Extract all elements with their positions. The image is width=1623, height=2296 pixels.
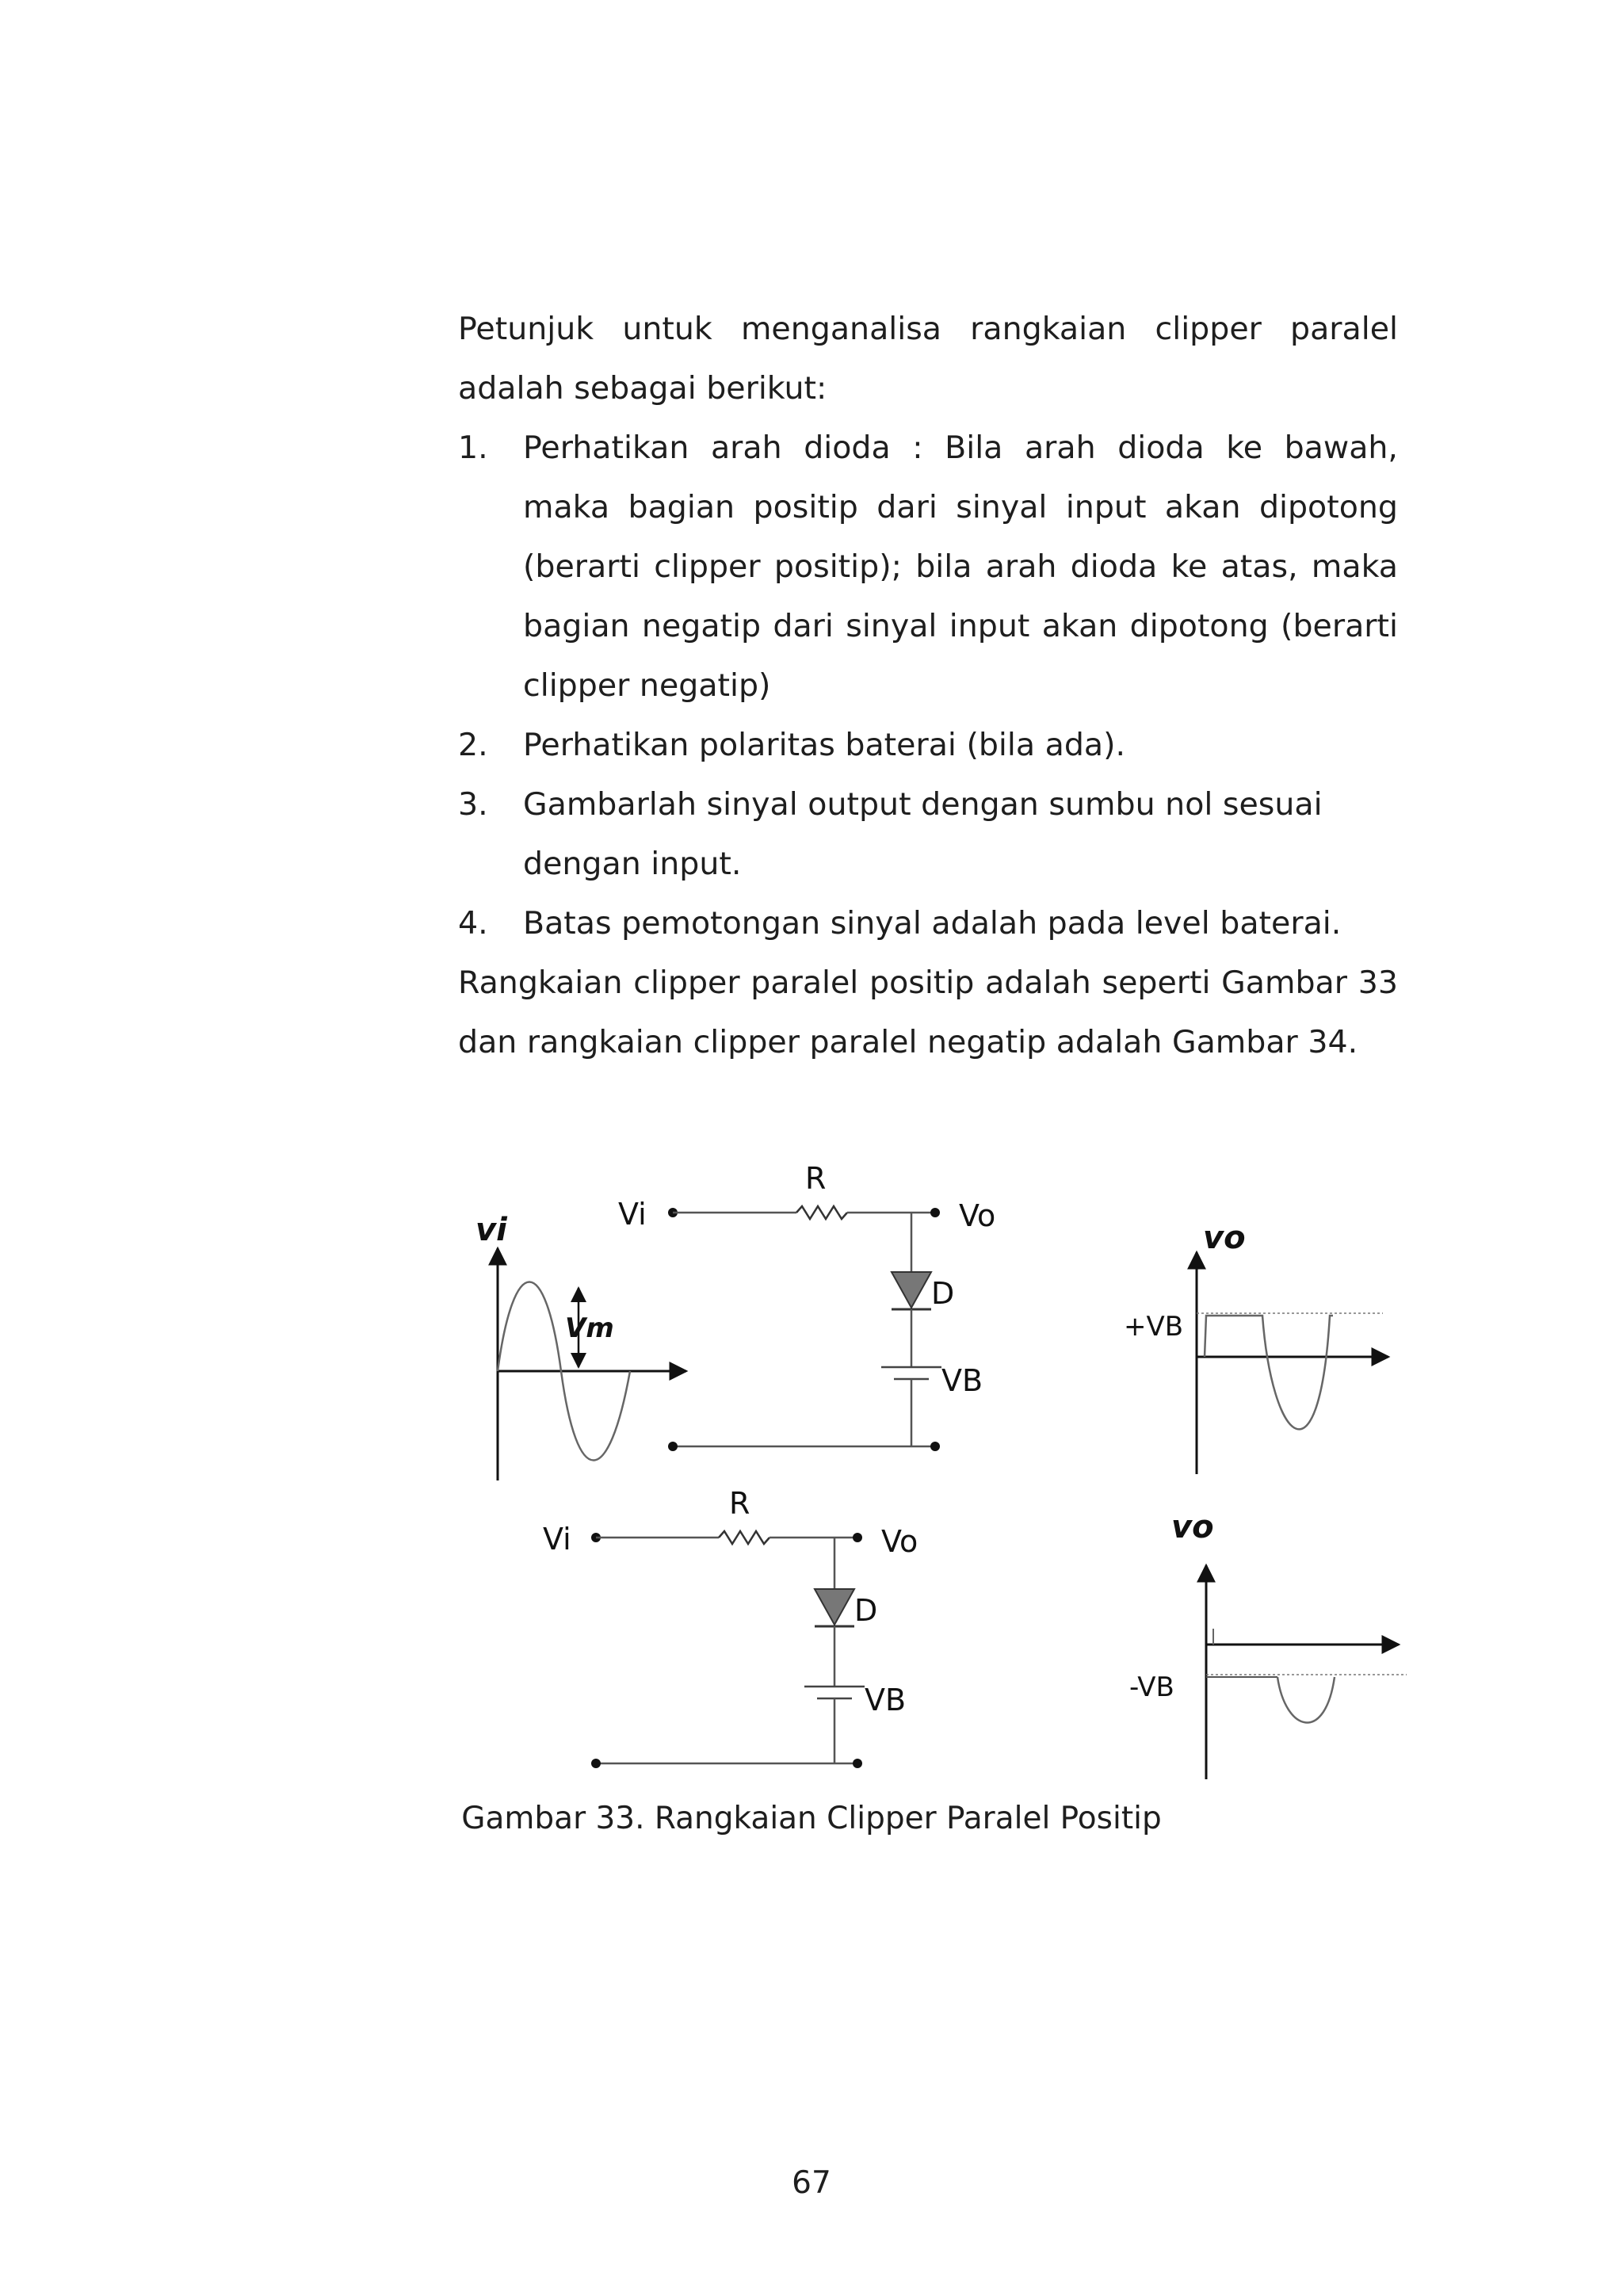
page-number: 67 — [792, 2165, 831, 2201]
clipped-output-wave — [1277, 1677, 1335, 1723]
plus-vb-label: +VB — [1124, 1311, 1184, 1343]
vo-terminal-dot — [930, 1208, 940, 1217]
closing-paragraph: Rangkaian clipper paralel positip adalah seperti Gambar 33 dan rangkaian clipper paralel negatip adalah Gambar 34. — [458, 965, 1398, 1060]
output-waveform-graph-bottom — [1129, 1509, 1407, 1779]
resistor-label: R — [805, 1161, 827, 1196]
circuit-top — [618, 1161, 995, 1451]
minus-vb-label: -VB — [1129, 1671, 1174, 1703]
ground-terminal-dot — [930, 1442, 940, 1451]
vi-terminal-label: Vi — [543, 1522, 571, 1557]
diode-symbol — [892, 1272, 931, 1308]
diode-label: D — [854, 1593, 878, 1628]
list-number: 2. — [458, 727, 488, 763]
vo-terminal-label: Vo — [959, 1198, 996, 1233]
input-waveform-graph — [475, 1212, 686, 1480]
battery-label: VB — [941, 1363, 983, 1398]
vo-terminal-dot — [853, 1533, 862, 1542]
vi-axis-label: vi — [475, 1212, 507, 1248]
list-text: Perhatikan arah dioda : Bila arah dioda ke bawah, maka bagian positip dari sinyal input akan dipotong (berarti clipper positip); bila arah dioda ke atas, maka bagian negatip dari sinyal input akan dipotong (berarti clipper negatip) — [523, 430, 1398, 704]
list-number: 1. — [458, 430, 488, 466]
list-number: 3. — [458, 786, 488, 823]
list-text: Gambarlah sinyal output dengan sumbu nol sesuai dengan input. — [523, 786, 1323, 882]
list-text: Batas pemotongan sinyal adalah pada level baterai. — [523, 905, 1342, 942]
list-number: 4. — [458, 905, 488, 942]
clipped-output-wave — [1205, 1316, 1333, 1429]
vm-label: Vm — [565, 1312, 614, 1344]
ground-terminal-dot — [853, 1759, 862, 1768]
resistor-symbol — [796, 1206, 847, 1219]
resistor-symbol — [719, 1531, 769, 1544]
resistor-label: R — [729, 1486, 750, 1521]
vo-terminal-label: Vo — [881, 1524, 918, 1559]
output-waveform-graph-top — [1124, 1220, 1388, 1474]
diode-label: D — [931, 1276, 955, 1311]
battery-label: VB — [865, 1683, 907, 1717]
intro-paragraph: Petunjuk untuk menganalisa rangkaian clipper paralel adalah sebagai berikut: — [458, 311, 1398, 407]
list-text: Perhatikan polaritas baterai (bila ada). — [523, 727, 1126, 763]
vo-axis-label: vo — [1171, 1509, 1214, 1545]
ground-terminal-dot — [591, 1759, 601, 1768]
ground-terminal-dot — [668, 1442, 678, 1451]
circuit-bottom — [543, 1486, 918, 1768]
figure-caption: Gambar 33. Rangkaian Clipper Paralel Positip — [461, 1801, 1162, 1836]
vi-terminal-label: Vi — [618, 1197, 647, 1232]
diode-symbol — [815, 1589, 854, 1625]
vo-axis-label: vo — [1203, 1220, 1246, 1256]
